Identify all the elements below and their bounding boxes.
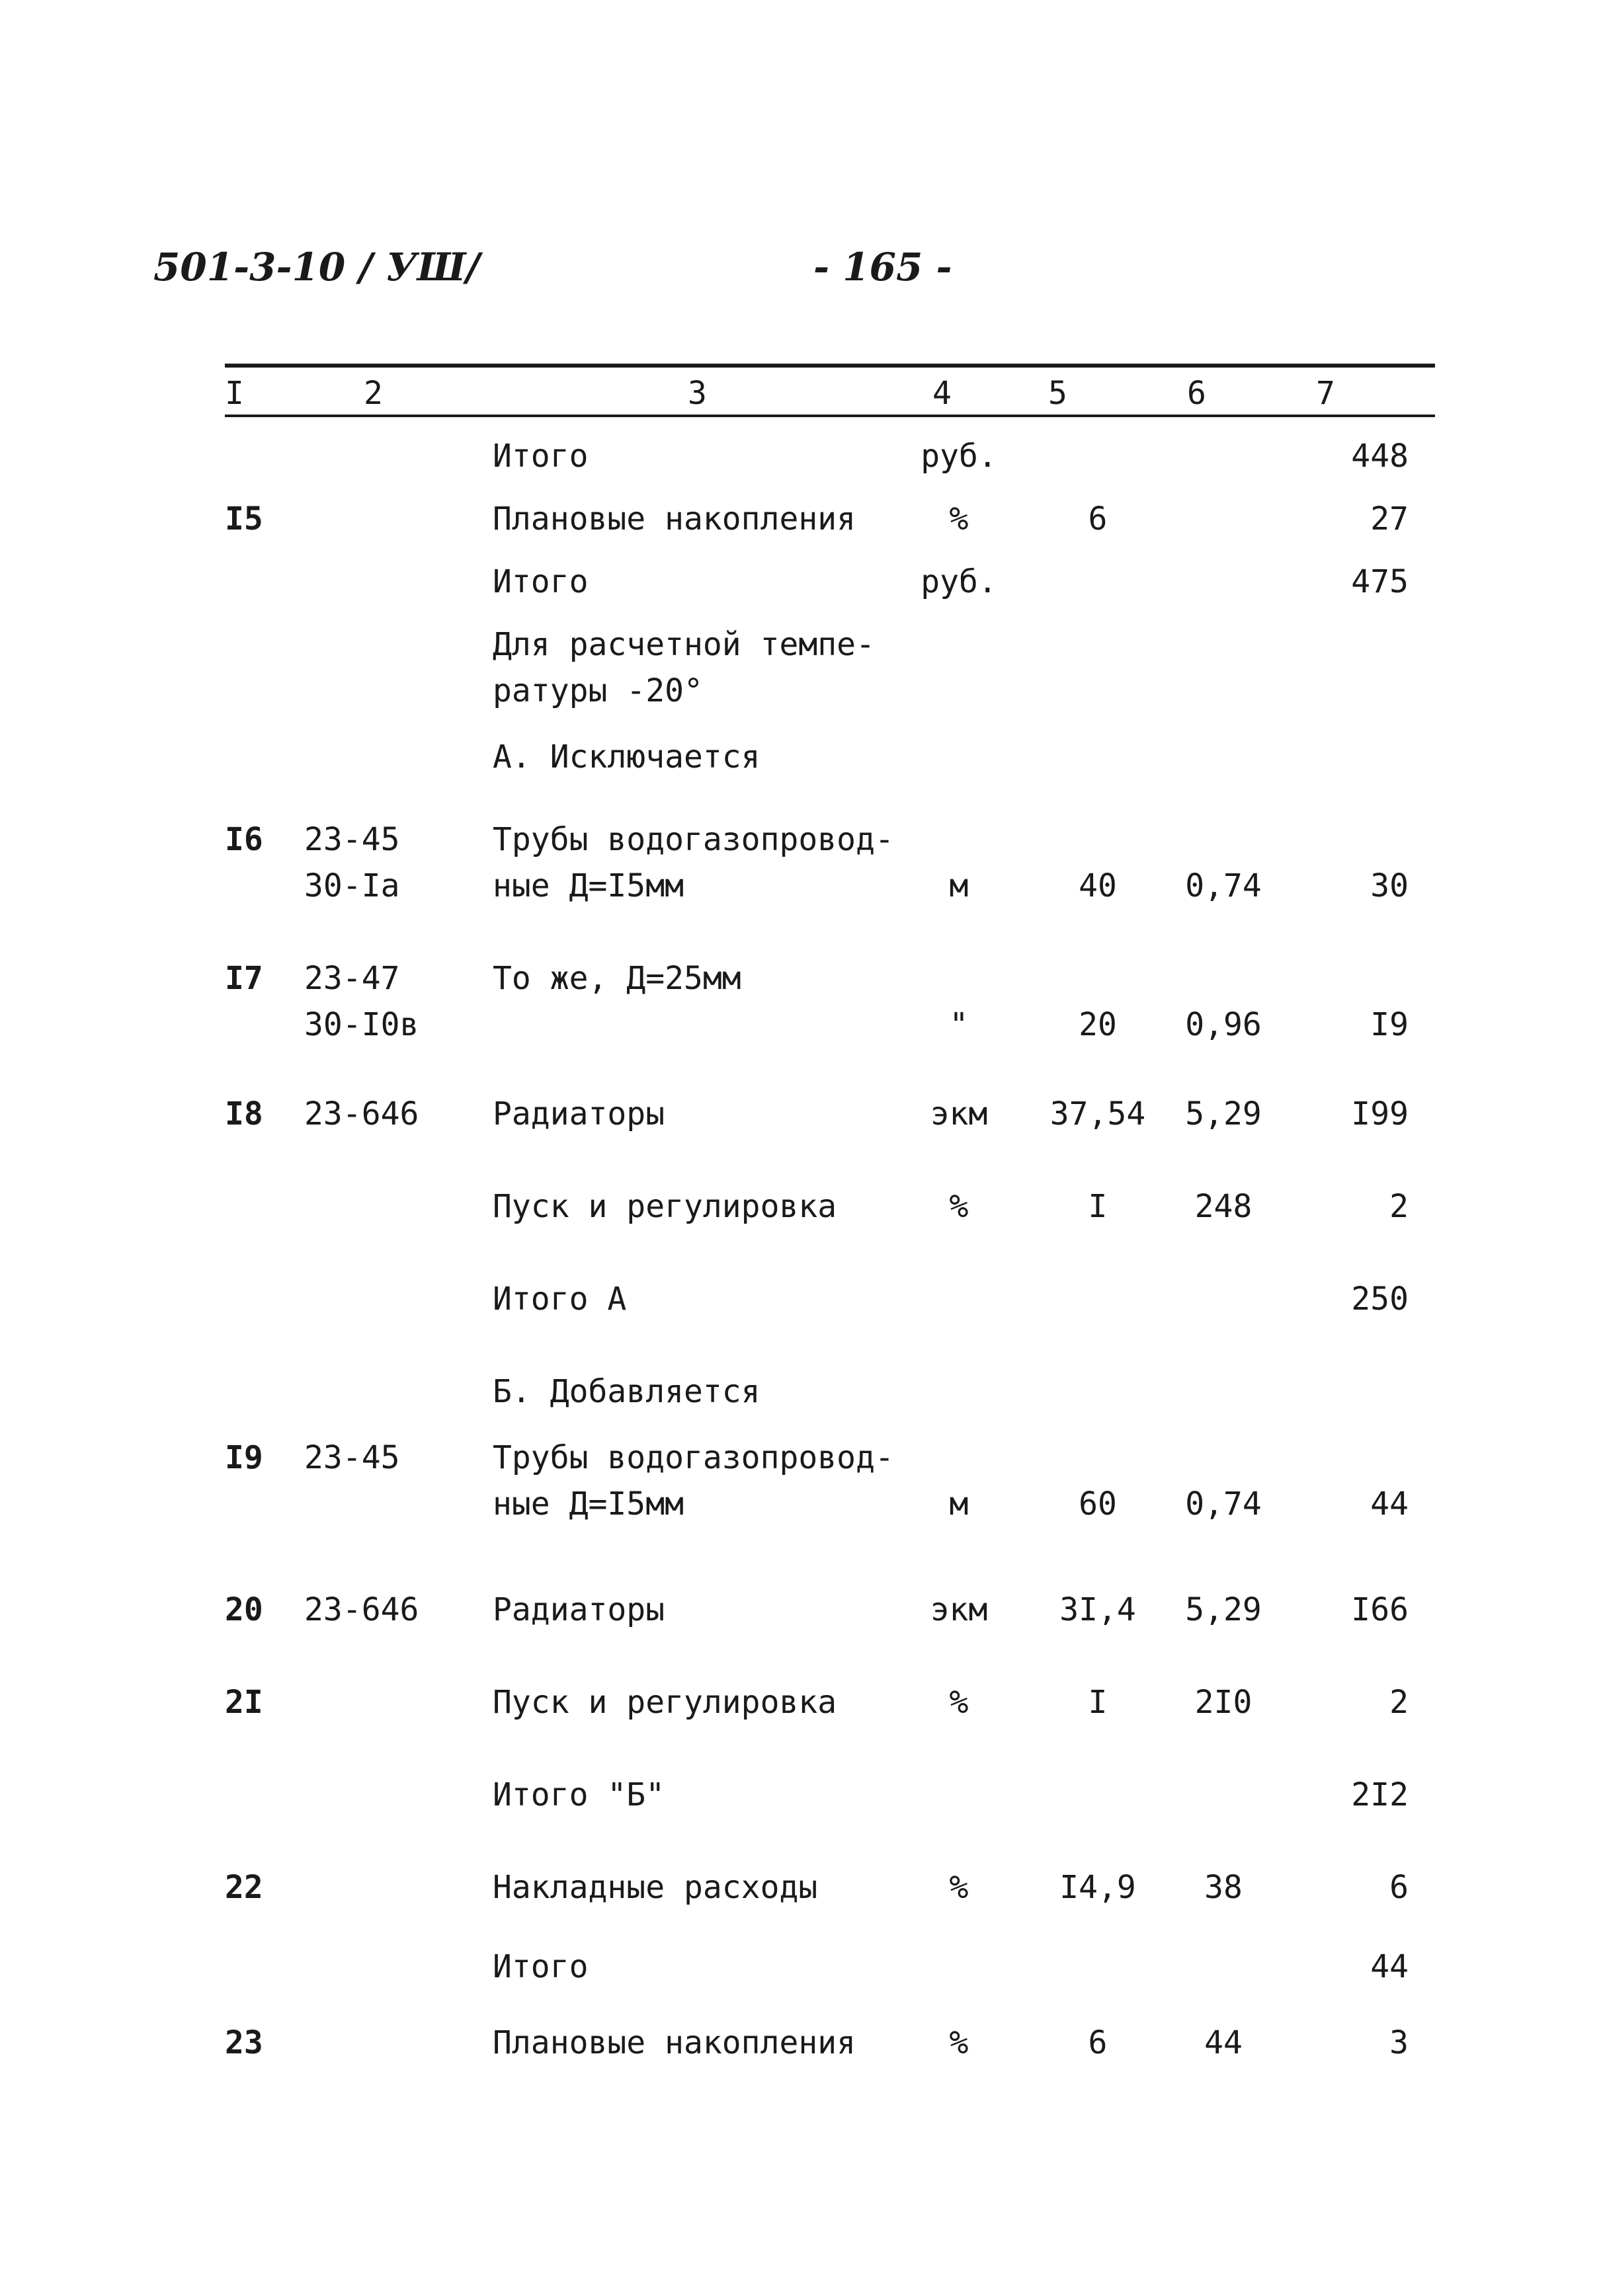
cell-no-12: 20 [225,1591,263,1628]
cell-name-3: Для расчетной темпе- [493,626,875,663]
cell-name-9: Итого А [493,1281,627,1318]
cell-code-7: 23-646 [304,1095,419,1132]
cell-total-8: 2 [1389,1188,1409,1225]
cell-name-10: Б. Добавляется [493,1373,760,1410]
table-header-rule [225,415,1435,417]
cell-no-7: I8 [225,1095,263,1132]
cell-code-12: 23-646 [304,1591,419,1628]
cell-total-15: 6 [1389,1869,1409,1906]
col-header-6: 6 [1187,375,1206,412]
col-header-3: 3 [688,375,707,412]
page-number: - 165 - [813,245,952,290]
col-header-2: 2 [364,375,383,412]
cell-total-17: 3 [1389,2024,1409,2061]
cell-name-1: Плановые накопления [493,500,856,537]
cell-unit-6: " [949,1006,969,1043]
cell-unit-2: руб. [921,563,997,600]
cell-total-12: I66 [1351,1591,1409,1628]
cell-name-11: Трубы водогазопровод- [493,1439,894,1476]
cell-qty-17: 6 [1088,2024,1108,2061]
cell-name-15: Накладные расходы [493,1869,818,1906]
cell-price-6: 0,96 [1185,1006,1262,1043]
cell-name-6: То же, Д=25мм [493,960,741,997]
cell-qty-6: 20 [1079,1006,1117,1043]
cell-total-5: 30 [1370,867,1409,904]
cell-unit-7: экм [930,1095,988,1132]
cell-qty-12: 3I,4 [1059,1591,1136,1628]
cell-no-5: I6 [225,821,263,858]
cell-name-2: Итого [493,563,589,600]
cell-name-0: Итого [493,438,589,475]
cell-total-11: 44 [1370,1485,1409,1523]
col-header-1: I [225,375,244,412]
cell-name-16: Итого [493,1948,589,1985]
cell-unit-1: % [949,500,969,537]
cell-name-4: А. Исключается [493,738,760,775]
cell-total-16: 44 [1370,1948,1409,1985]
cell-qty-5: 40 [1079,867,1117,904]
cell-code-5: 23-45 [304,821,400,858]
cell-no-15: 22 [225,1869,263,1906]
cell-no-1: I5 [225,500,263,537]
cell-name-line2: ные Д=I5мм [493,1485,684,1523]
cell-total-14: 2I2 [1351,1776,1409,1813]
cell-no-13: 2I [225,1684,263,1721]
cell-total-0: 448 [1351,438,1409,475]
cell-total-7: I99 [1351,1095,1409,1132]
cell-unit-11: м [949,1485,969,1523]
cell-price-13: 2I0 [1194,1684,1252,1721]
cell-total-6: I9 [1370,1006,1409,1043]
cell-unit-8: % [949,1188,969,1225]
cell-unit-0: руб. [921,438,997,475]
document-code: 501-3-10 / УШ/ [153,245,480,290]
cell-price-5: 0,74 [1185,867,1262,904]
col-header-4: 4 [932,375,952,412]
cell-qty-1: 6 [1088,500,1108,537]
cell-unit-15: % [949,1869,969,1906]
cell-name-5: Трубы водогазопровод- [493,821,894,858]
cell-price-8: 248 [1194,1188,1252,1225]
cell-qty-15: I4,9 [1059,1869,1136,1906]
cell-qty-8: I [1088,1188,1108,1225]
cell-name-line2: ратуры -20° [493,672,703,709]
cell-total-13: 2 [1389,1684,1409,1721]
col-header-7: 7 [1316,375,1335,412]
cell-code-6: 23-47 [304,960,400,997]
cell-name-8: Пуск и регулировка [493,1188,837,1225]
cell-unit-5: м [949,867,969,904]
cell-unit-13: % [949,1684,969,1721]
cell-total-9: 250 [1351,1281,1409,1318]
cell-unit-12: экм [930,1591,988,1628]
cell-no-6: I7 [225,960,263,997]
cell-name-13: Пуск и регулировка [493,1684,837,1721]
cell-total-1: 27 [1370,500,1409,537]
cell-price-12: 5,29 [1185,1591,1262,1628]
cell-no-17: 23 [225,2024,263,2061]
cell-price-11: 0,74 [1185,1485,1262,1523]
cell-total-2: 475 [1351,563,1409,600]
cell-name-14: Итого "Б" [493,1776,665,1813]
cell-code-11: 23-45 [304,1439,400,1476]
col-header-5: 5 [1048,375,1067,412]
cell-no-11: I9 [225,1439,263,1476]
cell-name-12: Радиаторы [493,1591,665,1628]
table-top-rule [225,364,1435,368]
cell-code-line2: 30-Iа [304,867,400,904]
cell-price-17: 44 [1204,2024,1243,2061]
cell-qty-7: 37,54 [1049,1095,1146,1132]
cell-name-17: Плановые накопления [493,2024,856,2061]
cell-name-7: Радиаторы [493,1095,665,1132]
cell-unit-17: % [949,2024,969,2061]
cell-price-15: 38 [1204,1869,1243,1906]
cell-qty-13: I [1088,1684,1108,1721]
cell-qty-11: 60 [1079,1485,1117,1523]
cell-price-7: 5,29 [1185,1095,1262,1132]
cell-name-line2: ные Д=I5мм [493,867,684,904]
cell-code-line2: 30-I0в [304,1006,419,1043]
